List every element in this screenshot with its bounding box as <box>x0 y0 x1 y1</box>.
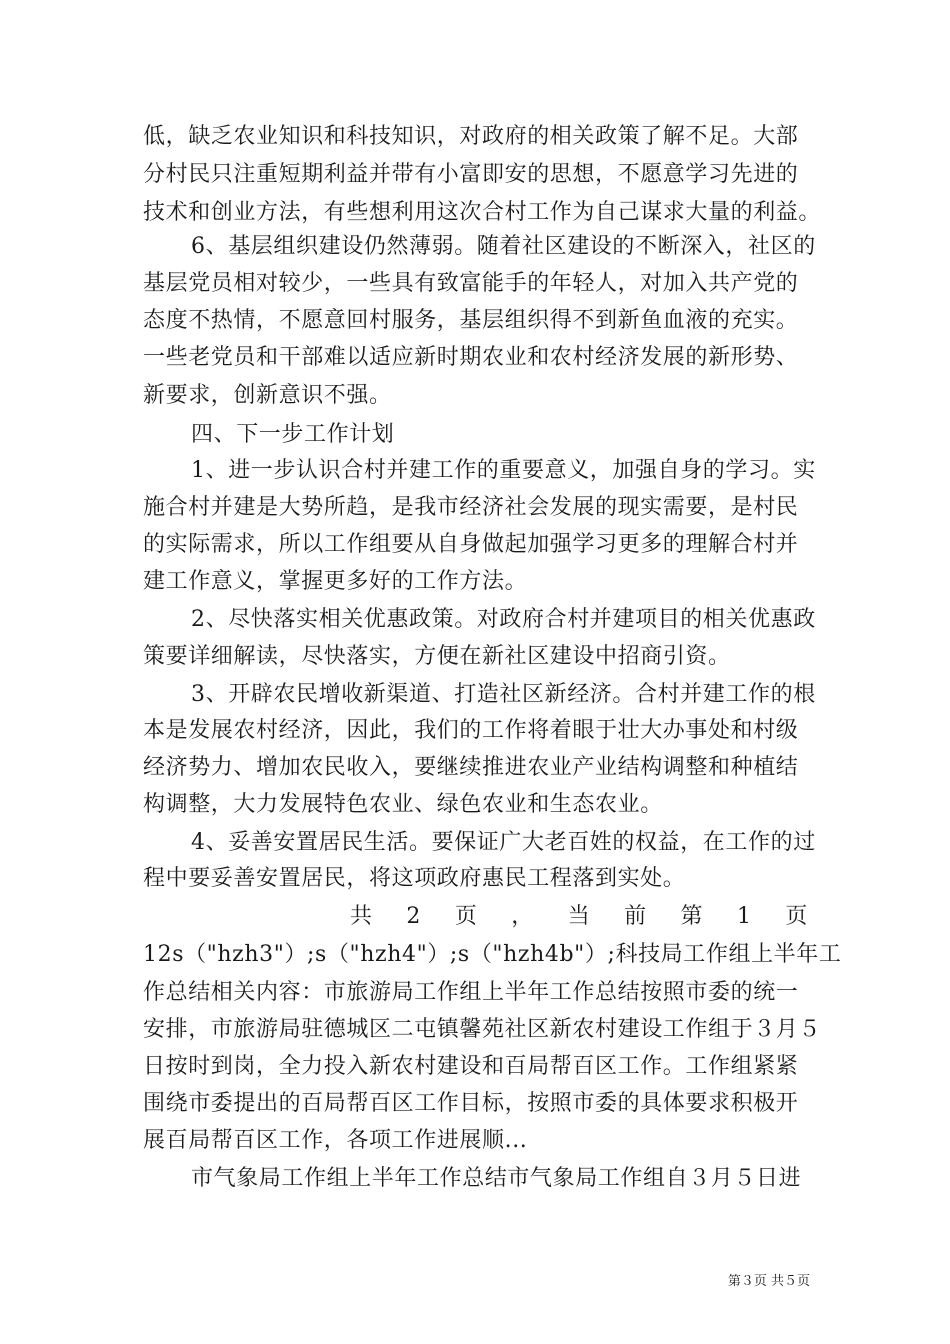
text-line: 施合村并建是大势所趋，是我市经济社会发展的现实需要，是村民 <box>143 495 799 520</box>
page-marker-char: 当 <box>567 904 591 929</box>
page-marker-char: 前 <box>624 904 647 929</box>
text-line: 安排，市旅游局驻德城区二屯镇馨苑社区新农村建设工作组于３月５ <box>143 1017 822 1042</box>
page-marker-char: 页 <box>785 904 808 929</box>
text-line: 的实际需求，所以工作组要从自身做起加强学习更多的理解合村并 <box>143 532 799 557</box>
page-marker-line <box>350 904 808 930</box>
code-text-line: 12s（"hzh3"）;s（"hzh4"）;s（"hzh4b"）;科技局工作组上半年工 <box>143 942 842 967</box>
text-line: 4、妥善安置居民生活。要保证广大老百姓的权益，在工作的过 <box>191 830 816 855</box>
text-line: 围绕市委提出的百局帮百区工作目标，按照市委的具体要求积极开 <box>143 1091 799 1116</box>
text-line: 3、开辟农民增收新渠道、打造社区新经济。合村并建工作的根 <box>191 682 816 707</box>
text-line: 程中要妥善安置居民，将这项政府惠民工程落到实处。 <box>143 866 686 891</box>
text-line: 本是发展农村经济，因此，我们的工作将着眼于壮大办事处和村级 <box>143 718 799 743</box>
section-heading: 四、下一步工作计划 <box>191 422 395 447</box>
text-line: 6、基层组织建设仍然薄弱。随着社区建设的不断深入，社区的 <box>191 234 816 259</box>
page-marker-char: 2 <box>406 904 422 929</box>
text-line: 态度不热情，不愿意回村服务，基层组织得不到新鱼血液的充实。 <box>143 308 799 333</box>
page-marker-char: 页 <box>454 904 478 929</box>
text-line: 作总结相关内容：市旅游局工作组上半年工作总结按照市委的统一 <box>143 980 799 1005</box>
page-marker-char: 1 <box>736 904 752 929</box>
text-line: 日按时到岗，全力投入新农村建设和百局帮百区工作。工作组紧紧 <box>143 1054 799 1079</box>
text-line: 分村民只注重短期利益并带有小富即安的思想，不愿意学习先进的 <box>143 162 799 187</box>
page-marker-char: 共 <box>350 904 373 929</box>
text-line: 2、尽快落实相关优惠政策。对政府合村并建项目的相关优惠政 <box>191 607 816 632</box>
page-marker-char: ， <box>511 904 534 929</box>
text-line: 策要详细解读，尽快落实，方便在新社区建设中招商引资。 <box>143 644 731 669</box>
text-line: 新要求，创新意识不强。 <box>143 383 392 408</box>
page-footer: 第３页 共５页 <box>727 1274 810 1289</box>
page-marker-char: 第 <box>680 904 704 929</box>
text-line: 一些老党员和干部难以适应新时期农业和农村经济发展的新形势、 <box>143 345 799 370</box>
text-line: 经济势力、增加农民收入，要继续推进农业产业结构调整和种植结 <box>143 755 799 780</box>
text-line: 技术和创业方法，有些想利用这次合村工作为自己谋求大量的利益。 <box>143 200 822 225</box>
text-line: 建工作意义，掌握更多好的工作方法。 <box>143 569 528 594</box>
text-line: 市气象局工作组上半年工作总结市气象局工作组自３月５日进 <box>191 1166 802 1191</box>
text-line: 构调整，大力发展特色农业、绿色农业和生态农业。 <box>143 792 663 817</box>
text-line: 1、进一步认识合村并建工作的重要意义，加强自身的学习。实 <box>191 458 816 483</box>
text-line: 展百局帮百区工作，各项工作进展顺... <box>143 1128 528 1153</box>
text-line: 基层党员相对较少，一些具有致富能手的年轻人，对加入共产党的 <box>143 271 799 296</box>
text-line: 低，缺乏农业知识和科技知识，对政府的相关政策了解不足。大部 <box>143 124 799 149</box>
